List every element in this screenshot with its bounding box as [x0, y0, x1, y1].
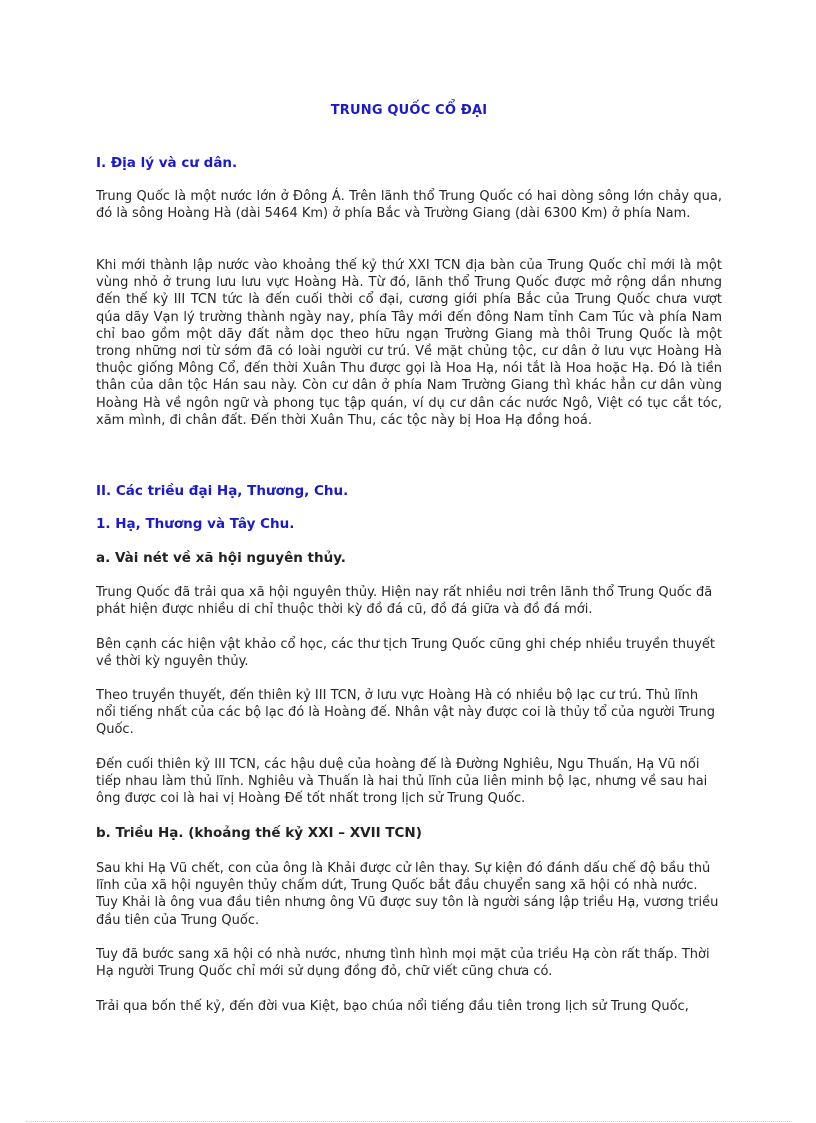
section-1-paragraph-2: Khi mới thành lập nước vào khoảng thế kỷ thứ XXI TCN địa bàn của Trung Quốc chỉ mới là một vùng nhỏ ở trung lưu lưu vực Hoàng Hà. Từ đó, lãnh thổ Trung Quốc được mở rộng dần nhưng đến thế kỷ III TCN tức là đến cuối thời cổ đại, cương giới phía Bắc của Trung Quốc chưa vượt qúa dãy Vạn lý trường thành ngày nay, phía Tây mới đến đông Nam tỉnh Cam Túc và phía Nam chỉ bao gồm một dãy đất nằm dọc theo hữu ngạn Trường Giang mà thôi Trung Quốc là một trong những nơi từ sớm đã có loài người cư trú. Về mặt chủng tộc, cư dân ở lưu vực Hoàng Hà thuộc giống Mông Cổ, đến thời Xuân Thu được gọi là Hoa Hạ, nói tắt là Hoa hoặc Hạ. Đó là tiền thân của dân tộc Hán sau này. Còn cư dân ở phía Nam Trường Giang thì khác hẳn cư dân vùng Hoàng Hà về ngôn ngữ và phong tục tập quán, ví dụ cư dân các nước Ngô, Việt có tục cắt tóc, xăm mình, đi chân đất. Đến thời Xuân Thu, các tộc này bị Hoa Hạ đồng hoá.: [96, 258, 722, 428]
subsection-b-paragraph-1: Sau khi Hạ Vũ chết, con của ông là Khải được cử lên thay. Sự kiện đó đánh dấu chế độ bầu thủ lĩnh của xã hội nguyên thủy chấm dứt, Trung Quốc bắt đầu chuyển sang xã hội có nhà nước. Tuy Khải là ông vua đầu tiên nhưng ông Vũ được suy tôn là người sáng lập triều Hạ, vương triều đầu tiên của Trung Quốc.: [96, 861, 719, 928]
subsection-b-paragraph-3: Trải qua bốn thế kỷ, đến đời vua Kiệt, bạo chúa nổi tiếng đầu tiên trong lịch sử Trung Quốc,: [96, 999, 689, 1014]
section-2-heading: II. Các triều đại Hạ, Thương, Chu.: [96, 483, 349, 499]
subsection-b-heading: b. Triều Hạ. (khoảng thế kỷ XXI – XVII TCN): [96, 825, 422, 841]
subsection-b-paragraph-2: Tuy đã bước sang xã hội có nhà nước, nhưng tình hình mọi mặt của triều Hạ còn rất thấp. Thời Hạ người Trung Quốc chỉ mới sử dụng đồng đỏ, chữ viết cũng chưa có.: [96, 947, 710, 980]
subsection-a-paragraph-1: Trung Quốc đã trải qua xã hội nguyên thủy. Hiện nay rất nhiều nơi trên lãnh thổ Trung Quốc đã phát hiện được nhiều di chỉ thuộc thời kỳ đồ đá cũ, đồ đá giữa và đồ đá mới.: [96, 585, 713, 618]
subsection-a-paragraph-2: Bên cạnh các hiện vật khảo cổ học, các thư tịch Trung Quốc cũng ghi chép nhiều truyền thuyết về thời kỳ nguyên thủy.: [96, 637, 716, 670]
subsection-a-paragraph-3: Theo truyền thuyết, đến thiên kỷ III TCN, ở lưu vực Hoàng Hà có nhiều bộ lạc cư trú. Thủ lĩnh nổi tiếng nhất của các bộ lạc đó là Hoàng đế. Nhân vật này được coi là thủy tổ của người Trung Quốc.: [96, 688, 716, 738]
section-1-heading: I. Địa lý và cư dân.: [96, 155, 238, 171]
subsection-a-heading: a. Vài nét về xã hội nguyên thủy.: [96, 550, 346, 566]
subsection-a-paragraph-4: Đến cuối thiên kỷ III TCN, các hậu duệ của hoàng đế là Đường Nghiêu, Ngu Thuấn, Hạ Vũ nối tiếp nhau làm thủ lĩnh. Nghiêu và Thuấn là hai thủ lĩnh của liên minh bộ lạc, nhưng về sau hai ông được coi là hai vị Hoàng Đế tốt nhất trong lịch sử Trung Quốc.: [96, 757, 708, 807]
section-1-paragraph-1: Trung Quốc là một nước lớn ở Đông Á. Trên lãnh thổ Trung Quốc có hai dòng sông lớn chảy qua, đó là sông Hoàng Hà (dài 5464 Km) ở phía Bắc và Trường Giang (dài 6300 Km) ở phía Nam.: [96, 189, 722, 222]
document-title: TRUNG QUỐC CỔ ĐẠI: [330, 103, 488, 118]
page-bottom-rule: [26, 1121, 792, 1122]
subsection-1-heading: 1. Hạ, Thương và Tây Chu.: [96, 516, 295, 532]
